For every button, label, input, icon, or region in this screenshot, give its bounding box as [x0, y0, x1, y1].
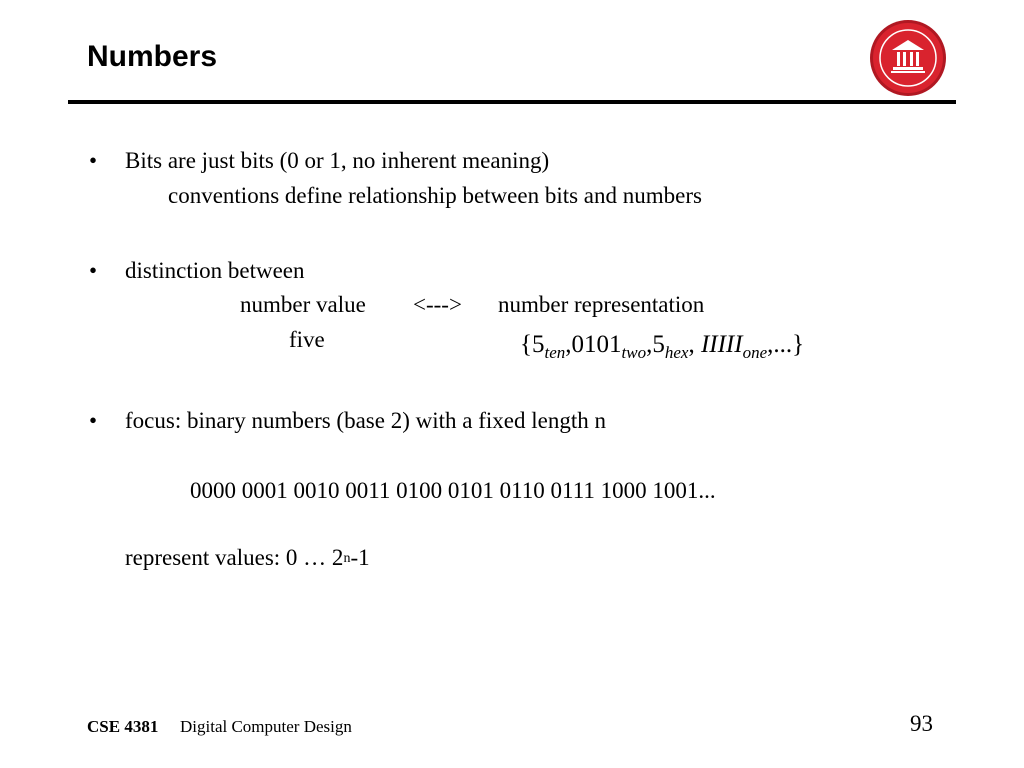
footer-course-code: CSE 4381 — [87, 717, 159, 736]
number-value-label: number value — [240, 292, 366, 317]
subscript-one: one — [742, 343, 768, 362]
bullet-bits-text: Bits are just bits (0 or 1, no inherent meaning) — [125, 148, 550, 173]
subscript-two: two — [621, 343, 647, 362]
footer-course-name: Digital Computer Design — [180, 717, 352, 736]
page-number: 93 — [910, 711, 933, 736]
range-suffix: -1 — [350, 545, 370, 570]
university-logo-icon — [868, 18, 948, 98]
formula-separator: , — [688, 331, 701, 358]
number-representation-label: number representation — [498, 292, 705, 317]
bullet-marker: • — [89, 148, 98, 173]
binary-sequence: 0000 0001 0010 0011 0100 0101 0110 0111 1000 1001... — [190, 478, 716, 503]
slide-title: Numbers — [87, 40, 218, 73]
bullet-marker: • — [89, 258, 98, 283]
representation-set-formula — [520, 331, 805, 362]
formula-unary: IIIII — [700, 331, 743, 358]
formula-open: {5 — [520, 331, 545, 358]
formula-binary: ,0101 — [565, 331, 622, 358]
bullet-distinction-text: distinction between — [125, 258, 305, 283]
range-exponent: n — [343, 551, 351, 566]
subscript-ten: ten — [544, 343, 566, 362]
range-prefix: represent values: 0 … 2 — [125, 545, 344, 570]
bullet-focus-text: focus: binary numbers (base 2) with a fixed length n — [125, 408, 606, 433]
formula-close: ,...} — [767, 331, 805, 358]
arrow-symbol: <---> — [413, 292, 462, 317]
title-divider — [68, 100, 956, 104]
subscript-hex: hex — [664, 343, 689, 362]
bullet-marker: • — [89, 408, 98, 433]
formula-hex-digit: ,5 — [646, 331, 665, 358]
range-text — [125, 546, 370, 569]
value-example-five: five — [289, 327, 325, 352]
bullet-bits-subtext: conventions define relationship between bits and numbers — [168, 183, 702, 208]
